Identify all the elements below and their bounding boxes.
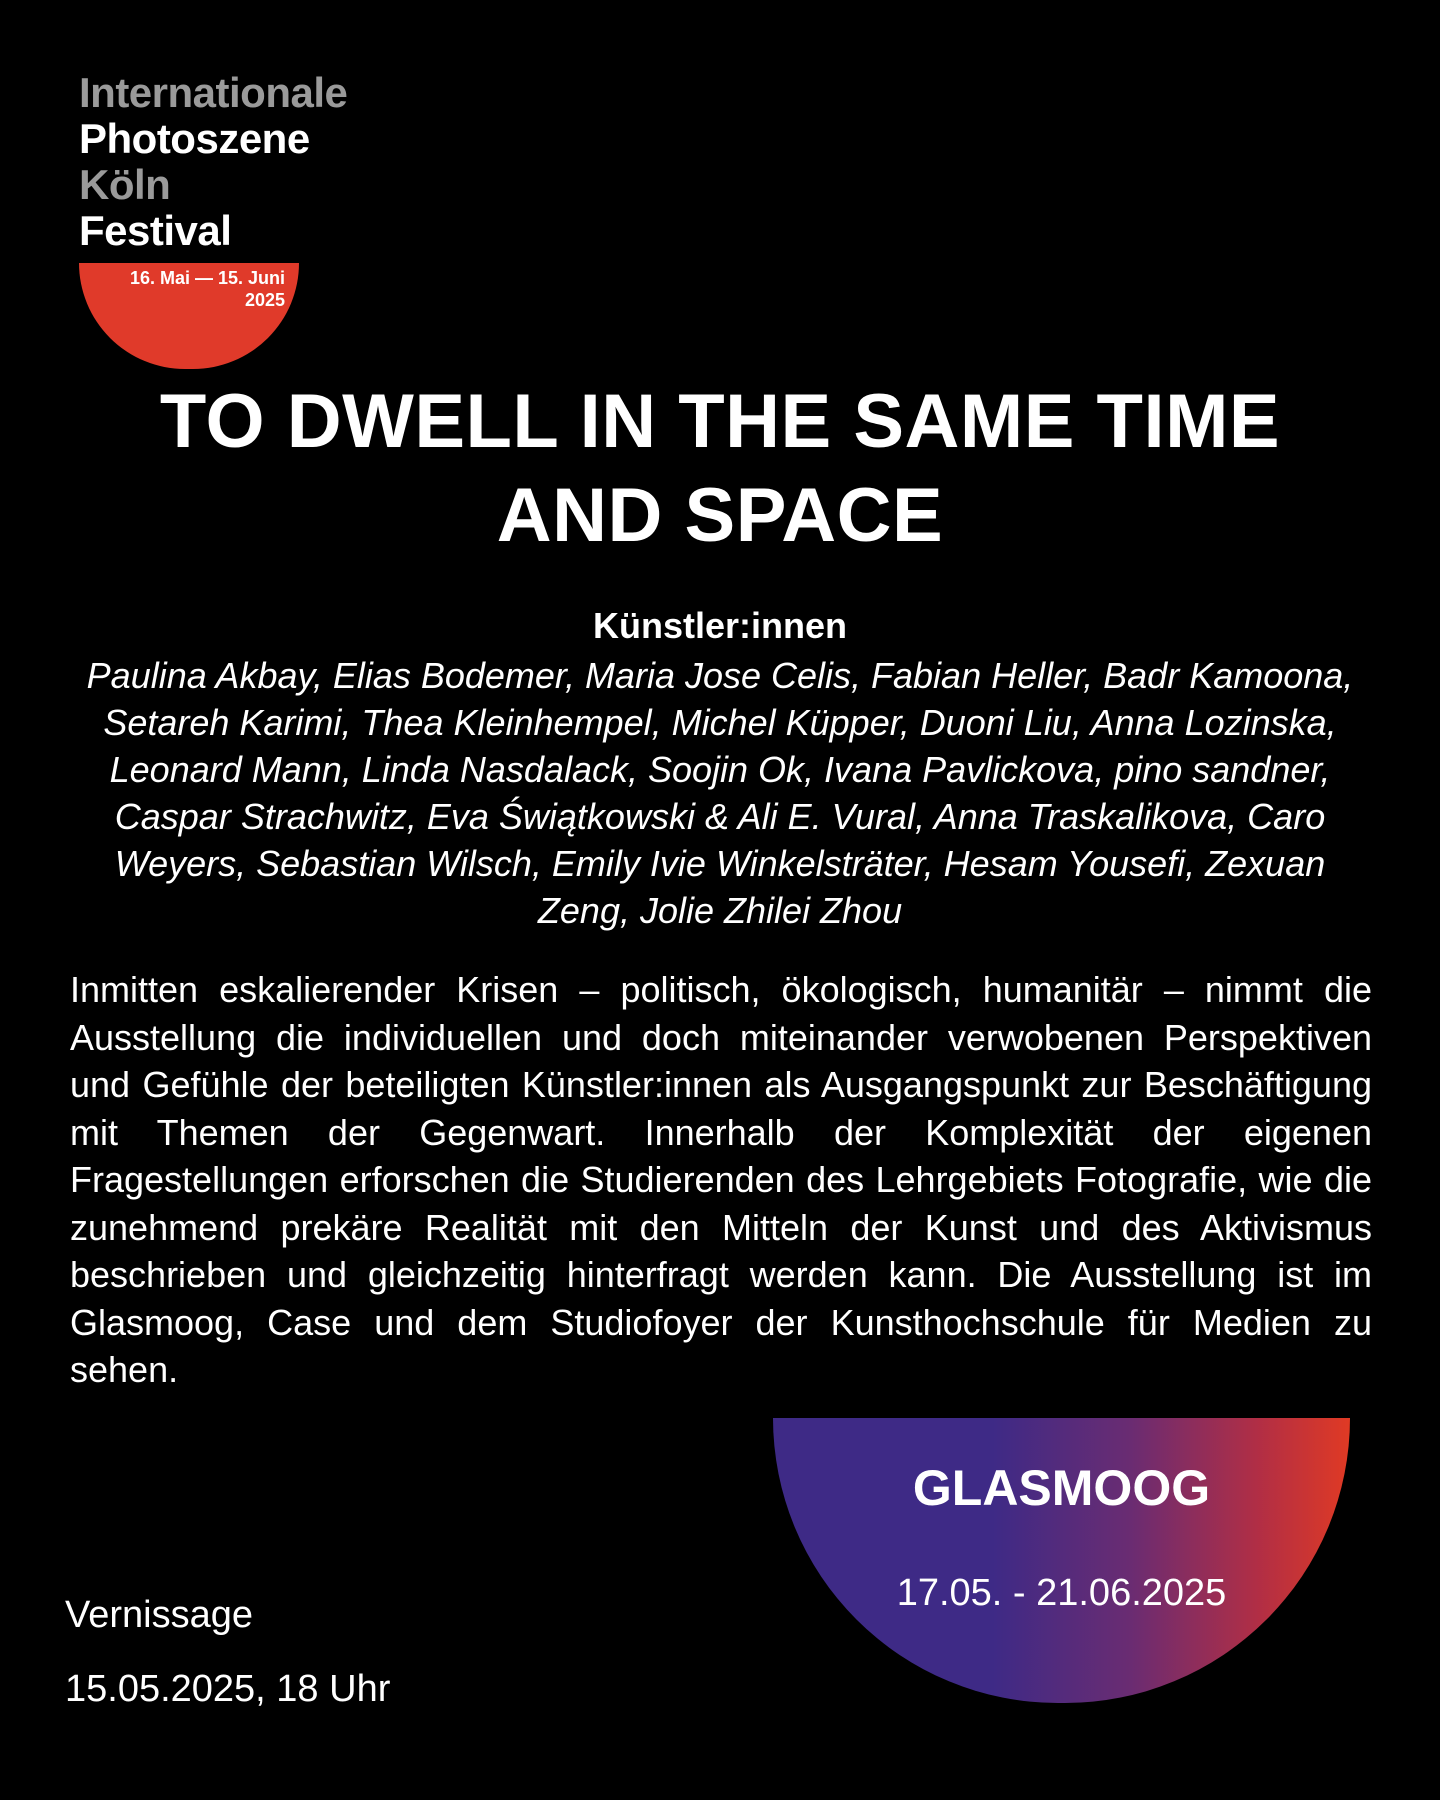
festival-dates-year: 2025 — [244, 290, 285, 310]
logo-line-festival: Festival — [79, 207, 232, 254]
logo-line-internationale: Internationale — [79, 69, 348, 116]
exhibition-title-line1: TO DWELL IN THE SAME TIME — [159, 379, 1281, 464]
festival-dates-range: 16. Mai — 15. Juni — [129, 268, 285, 288]
logo-line-photoszene: Photoszene — [79, 115, 310, 162]
venue-name: GLASMOOG — [912, 1460, 1211, 1516]
vernissage-date: 15.05.2025, 18 Uhr — [65, 1668, 391, 1710]
artists-heading: Künstler:innen — [592, 605, 847, 646]
venue-dates: 17.05. - 21.06.2025 — [896, 1572, 1227, 1614]
vernissage-label: Vernissage — [65, 1594, 254, 1636]
logo-line-koeln: Köln — [79, 161, 171, 208]
exhibition-title-line2: AND SPACE — [496, 473, 944, 558]
festival-dates — [92, 267, 285, 311]
exhibition-description: Inmitten eskalierender Krisen – politisch, ökologisch, humanitär – nimmt die Ausstellung die individuellen und doch miteinander verwobenen Perspektiven und Gefühle der beteiligten Künstler:innen als Ausgangspunkt zur Beschäftigung mit Themen der Gegenwart. Innerhalb der Komplexität der eigenen Fragestellungen erforschen die Studierenden des Lehrgebiets Fotografie, wie die zunehmend prekäre Realität mit den Mitteln der Kunst und des Aktivismus beschrieben und gleichzeitig hinterfragt werden kann. Die Ausstellung ist im Glasmoog, Case und dem Studiofoyer der Kunsthochschule für Medien zu sehen. — [70, 969, 1372, 1390]
exhibition-title — [60, 375, 1380, 563]
festival-logo — [79, 70, 419, 254]
artists-list: Paulina Akbay, Elias Bodemer, Maria Jose Celis, Fabian Heller, Badr Kamoona, Setareh Karimi, Thea Kleinhempel, Michel Küpper, Duoni Liu, Anna Lozinska, Leonard Mann, Linda Nasdalack, Soojin Ok, Ivana Pavlickova, pino sandner, Caspar Strachwitz, Eva Świątkowski & Ali E. Vural, Anna Traskalikova, Caro Weyers, Sebastian Wilsch, Emily Ivie Winkelsträter, Hesam Yousefi, Zexuan Zeng, Jolie Zhilei Zhou — [86, 655, 1354, 931]
